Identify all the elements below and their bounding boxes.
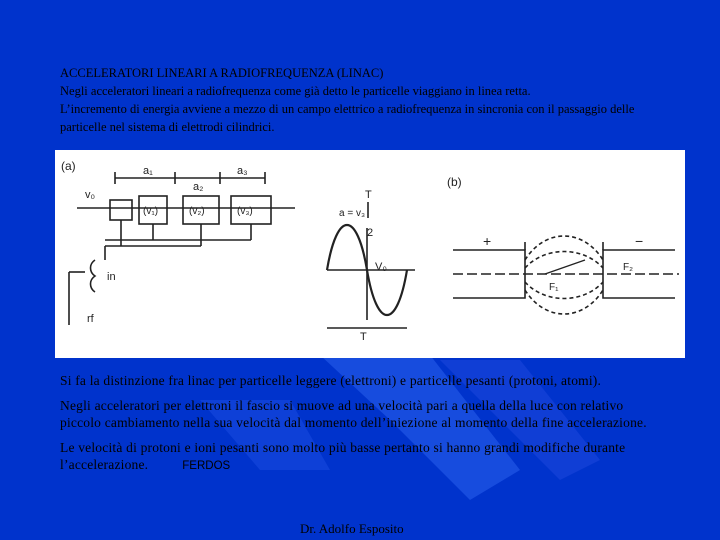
label-f1: F₁ [549,282,559,293]
intro-line-1: Negli acceleratori lineari a radiofrequenza come già detto le particelle viaggiano in linea retta. [60,84,531,98]
tube-1-label: (v₁) [143,206,159,217]
intro-line-2: L’incremento di energia avviene a mezzo di un campo elettrico a radiofrequenza in sincronia con il passaggio delle particelle nel sistema di elettrodi cilindrici. [60,102,635,134]
paragraph-2: Negli acceleratori per elettroni il fascio si muove ad una velocità pari a quella della luce con relativo piccolo cambiamento nella sua velocità dal momento dell’iniezione al momento della fine accelerazione. [60,397,647,430]
intro-text [60,64,670,136]
label-v0: v₀ [85,189,96,201]
footer-author: Dr. Adolfo Esposito [300,521,404,536]
label-a1: a₁ [143,165,153,177]
panel-a-label: (a) [61,159,76,173]
label-in: in [107,271,116,283]
label-rf: rf [87,313,94,325]
tube-2-label: (v₂) [189,206,205,217]
label-a-eq: a = v₃ [339,208,366,219]
label-T-bottom: T [360,331,367,343]
slide-title: ACCELERATORI LINEARI A RADIOFREQUENZA (LINAC) [60,66,384,80]
body-text [60,372,660,483]
paragraph-3-text: Le velocità di protoni e ioni pesanti sono molto più basse pertanto si hanno grandi modifiche durante l’accelerazione. [60,439,626,472]
label-plus: + [483,233,492,249]
panel-b-label: (b) [447,175,462,189]
label-minus: − [635,233,644,249]
label-a2: a₂ [193,181,204,193]
ferdos-label: FERDOS [182,460,231,472]
label-f2: F₂ [623,262,633,273]
label-a3: a₃ [237,165,248,177]
label-T-top: T [365,189,372,201]
tube-3-label: (v₃) [237,206,253,217]
linac-diagram [55,150,685,358]
label-two: 2 [367,227,374,239]
paragraph-3 [60,439,660,476]
label-v-small: V₀ [375,261,387,273]
paragraph-1: Si fa la distinzione fra linac per particelle leggere (elettroni) e particelle pesanti (protoni, atomi). [60,373,602,388]
